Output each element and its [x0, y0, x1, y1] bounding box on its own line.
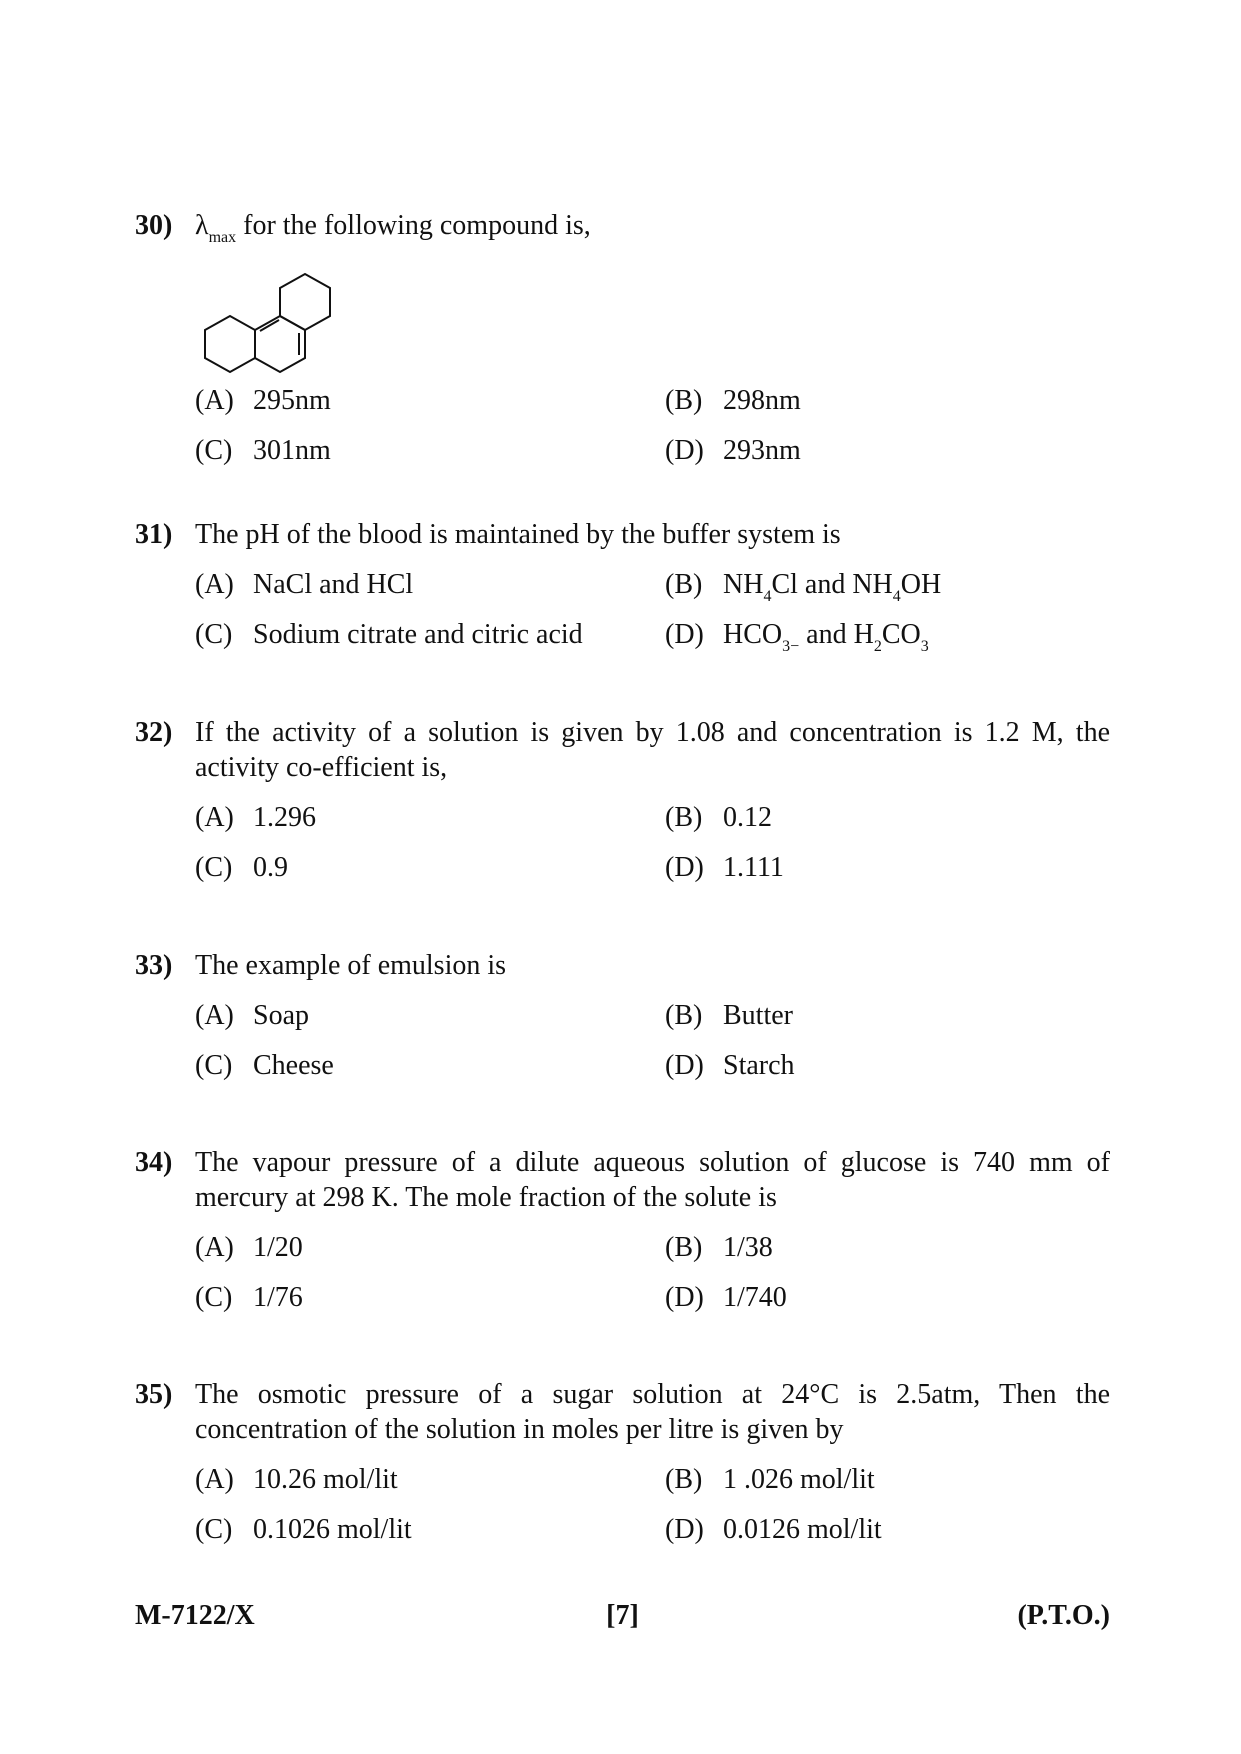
options: [195, 800, 1110, 900]
option-row: [195, 1280, 1110, 1330]
option-row: [195, 800, 1110, 850]
question-number: 35): [135, 1379, 173, 1410]
options: [195, 1462, 1110, 1562]
options: [195, 567, 1110, 667]
option-c[interactable]: (C) Sodium citrate and citric acid: [195, 619, 583, 650]
option-d[interactable]: (D) 1.111: [665, 852, 784, 883]
option-c[interactable]: (C) 301nm: [195, 435, 331, 466]
question-35: [135, 1377, 1110, 1562]
option-d[interactable]: (D) 1/740: [665, 1282, 787, 1313]
structure-middle-ring: [255, 316, 305, 372]
question-header: [135, 1377, 1110, 1447]
pto-label: (P.T.O.): [1017, 1600, 1110, 1631]
question-text: The vapour pressure of a dilute aqueous solution of glucose is 740 mm of mercury at 298 K. The mole fraction of the solute is: [195, 1147, 1110, 1213]
question-33: [135, 948, 1110, 1098]
question-number: 30): [135, 210, 173, 241]
options: [195, 383, 1110, 483]
option-row: [195, 1512, 1110, 1562]
question-text: The pH of the blood is maintained by the buffer system is: [195, 519, 841, 550]
option-row: [195, 1230, 1110, 1280]
option-b[interactable]: (B) Butter: [665, 1000, 793, 1031]
question-text-body: for the following compound is,: [243, 210, 591, 241]
question-31: [135, 517, 1110, 667]
question-number: 32): [135, 717, 173, 748]
option-b[interactable]: (B) 1/38: [665, 1232, 773, 1263]
page-number: [7]: [606, 1600, 639, 1631]
question-text: If the activity of a solution is given by 1.08 and concentration is 1.2 M, the activity co-efficient is,: [195, 717, 1110, 783]
question-text: The osmotic pressure of a sugar solution at 24°C is 2.5atm, Then the concentration of the solution in moles per litre is given by: [195, 1379, 1110, 1445]
option-a[interactable]: (A) NaCl and HCl: [195, 569, 414, 600]
question-number: 31): [135, 519, 173, 550]
question-text: The example of emulsion is: [195, 950, 507, 981]
question-number: 33): [135, 950, 173, 981]
option-b[interactable]: (B) 0.12: [665, 802, 772, 833]
option-row: [195, 567, 1110, 617]
option-a[interactable]: (A) 1.296: [195, 802, 316, 833]
option-row: [195, 1048, 1110, 1098]
option-d[interactable]: (D) 293nm: [665, 435, 801, 466]
question-header: [135, 208, 1110, 255]
question-header: [135, 948, 1110, 983]
options: [195, 998, 1110, 1098]
option-d[interactable]: (D) Starch: [665, 1050, 795, 1081]
lambda-subscript: max: [208, 229, 237, 246]
option-d[interactable]: (D) 0.0126 mol/lit: [665, 1514, 882, 1545]
paper-code: M-7122/X: [135, 1600, 255, 1631]
question-number: 34): [135, 1147, 173, 1178]
option-d[interactable]: (D) $HCO_{3-}$ and $H_2CO_3$: [665, 619, 929, 655]
option-c[interactable]: (C) 0.1026 mol/lit: [195, 1514, 412, 1545]
option-a[interactable]: (A) Soap: [195, 1000, 309, 1031]
option-b[interactable]: (B) 1 .026 mol/lit: [665, 1464, 875, 1495]
question-32: [135, 715, 1110, 900]
page-footer: [135, 1600, 1110, 1640]
option-row: [195, 383, 1110, 433]
option-row: [195, 433, 1110, 483]
option-a[interactable]: (A) 10.26 mol/lit: [195, 1464, 398, 1495]
question-34: [135, 1145, 1110, 1330]
option-c[interactable]: (C) Cheese: [195, 1050, 334, 1081]
option-b[interactable]: (B) 298nm: [665, 385, 801, 416]
question-text: [195, 208, 1110, 255]
option-c[interactable]: (C) 1/76: [195, 1282, 303, 1313]
question-header: [135, 715, 1110, 785]
options: [195, 1230, 1110, 1330]
option-row: [195, 998, 1110, 1048]
option-row: [195, 850, 1110, 900]
option-a[interactable]: (A) 295nm: [195, 385, 331, 416]
option-b[interactable]: (B) $NH_4Cl$ and $NH_4OH$: [665, 569, 942, 605]
option-c[interactable]: (C) 0.9: [195, 852, 288, 883]
structure-left-ring: [205, 316, 255, 372]
lambda-symbol: λ: [195, 210, 209, 241]
structure-top-ring: [280, 274, 330, 330]
option-row: [195, 1462, 1110, 1512]
option-row: [195, 617, 1110, 667]
option-a[interactable]: (A) 1/20: [195, 1232, 303, 1263]
question-30: [135, 208, 1110, 483]
question-header: [135, 517, 1110, 552]
question-header: [135, 1145, 1110, 1215]
chemical-structure: [195, 265, 335, 375]
